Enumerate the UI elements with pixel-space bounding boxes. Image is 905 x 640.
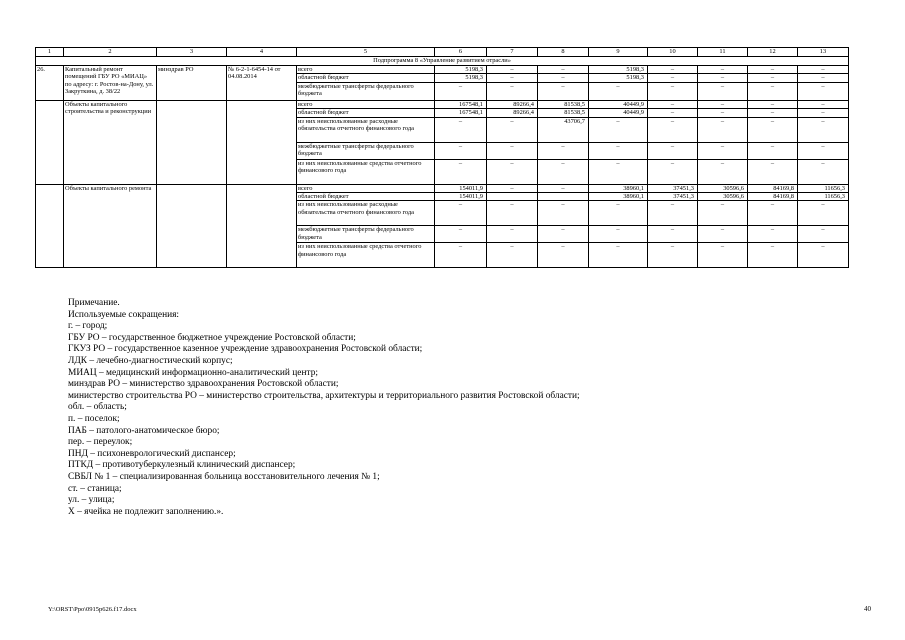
value-cell: – [748,201,798,226]
value-cell: – [698,82,748,100]
value-cell: – [538,142,589,159]
value-cell: – [589,142,648,159]
value-cell: – [748,109,798,117]
funding-source: из них неиспользованные расходные обязательства отчетного финансового года [297,117,435,142]
value-cell: – [487,184,538,192]
customer: минздрав РО [157,66,227,101]
value-cell: 38960,1 [589,193,648,201]
note-line: Используемые сокращения: [68,309,180,320]
value-cell: – [435,142,487,159]
value-cell: – [798,159,849,184]
value-cell: – [487,66,538,74]
value-cell: – [698,159,748,184]
value-cell: – [435,159,487,184]
value-cell: – [748,82,798,100]
column-number: 4 [227,48,297,57]
value-cell: 81538,5 [538,100,589,108]
funding-source: областной бюджет [297,193,435,201]
group-label: Объекты капитального ремонта [64,184,157,268]
value-cell: – [648,117,698,142]
value-cell: 89266,4 [487,100,538,108]
value-cell: 89266,4 [487,109,538,117]
value-cell: – [487,142,538,159]
value-cell: – [487,159,538,184]
note-line: ГБУ РО – государственное бюджетное учреждение Ростовской области; [68,332,356,343]
empty-cell [36,184,64,268]
note-line: пер. – переулок; [68,437,133,448]
value-cell: – [698,226,748,243]
table-row [36,66,849,74]
value-cell: – [698,243,748,268]
value-cell: – [538,159,589,184]
funding-source: межбюджетные трансферты федерального бюджета [297,142,435,159]
value-cell: – [698,201,748,226]
value-cell: – [748,66,798,74]
row-number: 26. [36,66,64,101]
value-cell: – [435,243,487,268]
value-cell: – [748,117,798,142]
value-cell: – [487,74,538,82]
value-cell: 40449,9 [589,100,648,108]
empty-cell [157,184,227,268]
value-cell: 40449,9 [589,109,648,117]
value-cell: – [698,66,748,74]
column-number: 3 [157,48,227,57]
value-cell: – [798,226,849,243]
column-number: 7 [487,48,538,57]
value-cell: 37451,3 [648,193,698,201]
value-cell: 30596,6 [698,184,748,192]
column-number: 1 [36,48,64,57]
table-header-row [36,48,849,57]
value-cell: – [648,82,698,100]
table-row [36,184,849,192]
value-cell: – [538,243,589,268]
value-cell: 30596,6 [698,193,748,201]
value-cell: – [648,226,698,243]
value-cell: 154011,9 [435,184,487,192]
note-line: обл. – область; [68,402,127,413]
value-cell: – [648,66,698,74]
column-number: 12 [748,48,798,57]
value-cell: 81538,5 [538,109,589,117]
value-cell: – [748,226,798,243]
value-cell: – [538,66,589,74]
note-line: ЛДК – лечебно-диагностический корпус; [68,355,233,366]
funding-source: из них неиспользованные средства отчетного финансового года [297,243,435,268]
value-cell: – [698,109,748,117]
value-cell: – [698,142,748,159]
note-line: минздрав РО – министерство здравоохранения Ростовской области; [68,379,339,390]
value-cell: – [589,117,648,142]
value-cell: – [648,243,698,268]
value-cell: – [798,66,849,74]
funding-source: областной бюджет [297,109,435,117]
note-line: п. – поселок; [68,413,120,424]
value-cell: – [589,201,648,226]
note-line: МИАЦ – медицинский информационно-аналитический центр; [68,367,318,378]
value-cell: – [648,109,698,117]
value-cell: – [538,226,589,243]
value-cell: 38960,1 [589,184,648,192]
object-name: Капитальный ремонт помещений ГБУ РО «МИАЦ» по адресу: г. Ростов-на-Дону, ул. Закруткина, д. 38/22 [64,66,157,101]
funding-source: областной бюджет [297,74,435,82]
value-cell: – [435,82,487,100]
note-line: ст. – станица; [68,483,122,494]
value-cell: – [798,201,849,226]
value-cell: – [648,201,698,226]
value-cell: 167548,1 [435,100,487,108]
empty-cell [36,100,64,184]
column-number: 11 [698,48,748,57]
empty-cell [227,184,297,268]
value-cell: 43706,7 [538,117,589,142]
column-number: 8 [538,48,589,57]
column-number: 9 [589,48,648,57]
value-cell: 154011,9 [435,193,487,201]
value-cell: – [648,142,698,159]
financing-table [35,47,849,268]
funding-source: всего [297,100,435,108]
note-line: ГКУЗ РО – государственное казенное учреждение здравоохранения Ростовской области; [68,344,423,355]
notes-section [68,298,848,518]
group-label: Объекты капитального строительства и реконструкции [64,100,157,184]
value-cell: 84169,8 [748,193,798,201]
value-cell: 11656,3 [798,193,849,201]
note-line: министерство строительства РО – министерство строительства, архитектуры и территориального развития Ростовской области; [68,390,580,401]
note-line: г. – город; [68,321,108,332]
value-cell: – [487,201,538,226]
column-number: 13 [798,48,849,57]
value-cell: – [435,117,487,142]
table-row [36,100,849,108]
value-cell [487,193,538,201]
value-cell: – [538,184,589,192]
subprogram-row [36,57,849,66]
value-cell: – [487,226,538,243]
value-cell: – [648,159,698,184]
funding-source: межбюджетные трансферты федерального бюджета [297,226,435,243]
note-line: ПАБ – патолого-анатомическое бюро; [68,425,220,436]
value-cell: – [698,100,748,108]
note-line: ПТКД – противотуберкулезный клинический диспансер; [68,460,296,471]
funding-source: всего [297,184,435,192]
value-cell: 167548,1 [435,109,487,117]
value-cell: – [538,82,589,100]
subprogram-title: Подпрограмма 8 «Управление развитием отрасли» [36,57,849,66]
table-body [36,48,849,268]
funding-source: из них неиспользованные средства отчетного финансового года [297,159,435,184]
funding-source: из них неиспользованные расходные обязательства отчетного финансового года [297,201,435,226]
value-cell: – [648,74,698,82]
value-cell: 5198,3 [589,74,648,82]
value-cell: – [589,159,648,184]
column-number: 6 [435,48,487,57]
value-cell: – [798,100,849,108]
value-cell: – [748,159,798,184]
value-cell: 37451,3 [648,184,698,192]
value-cell: – [698,117,748,142]
value-cell: – [435,226,487,243]
note-line: СВБЛ № 1 – специализированная больница восстановительного лечения № 1; [68,471,380,482]
document-ref: № 6-2-1-6454-14 от 04.08.2014 [227,66,297,101]
value-cell: – [589,226,648,243]
value-cell: – [589,243,648,268]
value-cell: – [589,82,648,100]
value-cell: – [748,142,798,159]
value-cell: – [538,74,589,82]
note-line: ПНД – психоневрологический диспансер; [68,448,236,459]
value-cell: – [487,243,538,268]
footer-file-path: Y:\ORST\Ppo\0915p626.f17.docx [48,606,137,613]
value-cell: 84169,8 [748,184,798,192]
value-cell: – [748,243,798,268]
funding-source: всего [297,66,435,74]
note-line: Х – ячейка не подлежит заполнению.». [68,506,224,517]
column-number: 2 [64,48,157,57]
funding-source: межбюджетные трансферты федерального бюджета [297,82,435,100]
value-cell: – [748,100,798,108]
note-line: Примечание. [68,298,120,308]
value-cell [538,193,589,201]
column-number: 5 [297,48,435,57]
value-cell: 5198,3 [435,74,487,82]
value-cell: – [748,74,798,82]
value-cell: 11656,3 [798,184,849,192]
note-line: ул. – улица; [68,495,115,506]
value-cell: – [798,74,849,82]
value-cell: 5198,3 [589,66,648,74]
value-cell: – [798,243,849,268]
value-cell: 5198,3 [435,66,487,74]
empty-cell [227,100,297,184]
value-cell: – [798,117,849,142]
value-cell: – [798,142,849,159]
column-number: 10 [648,48,698,57]
value-cell: – [798,82,849,100]
value-cell: – [648,100,698,108]
value-cell: – [487,82,538,100]
value-cell: – [487,117,538,142]
value-cell: – [698,74,748,82]
page-number: 40 [864,605,871,613]
empty-cell [157,100,227,184]
value-cell: – [538,201,589,226]
value-cell: – [798,109,849,117]
value-cell: – [435,201,487,226]
